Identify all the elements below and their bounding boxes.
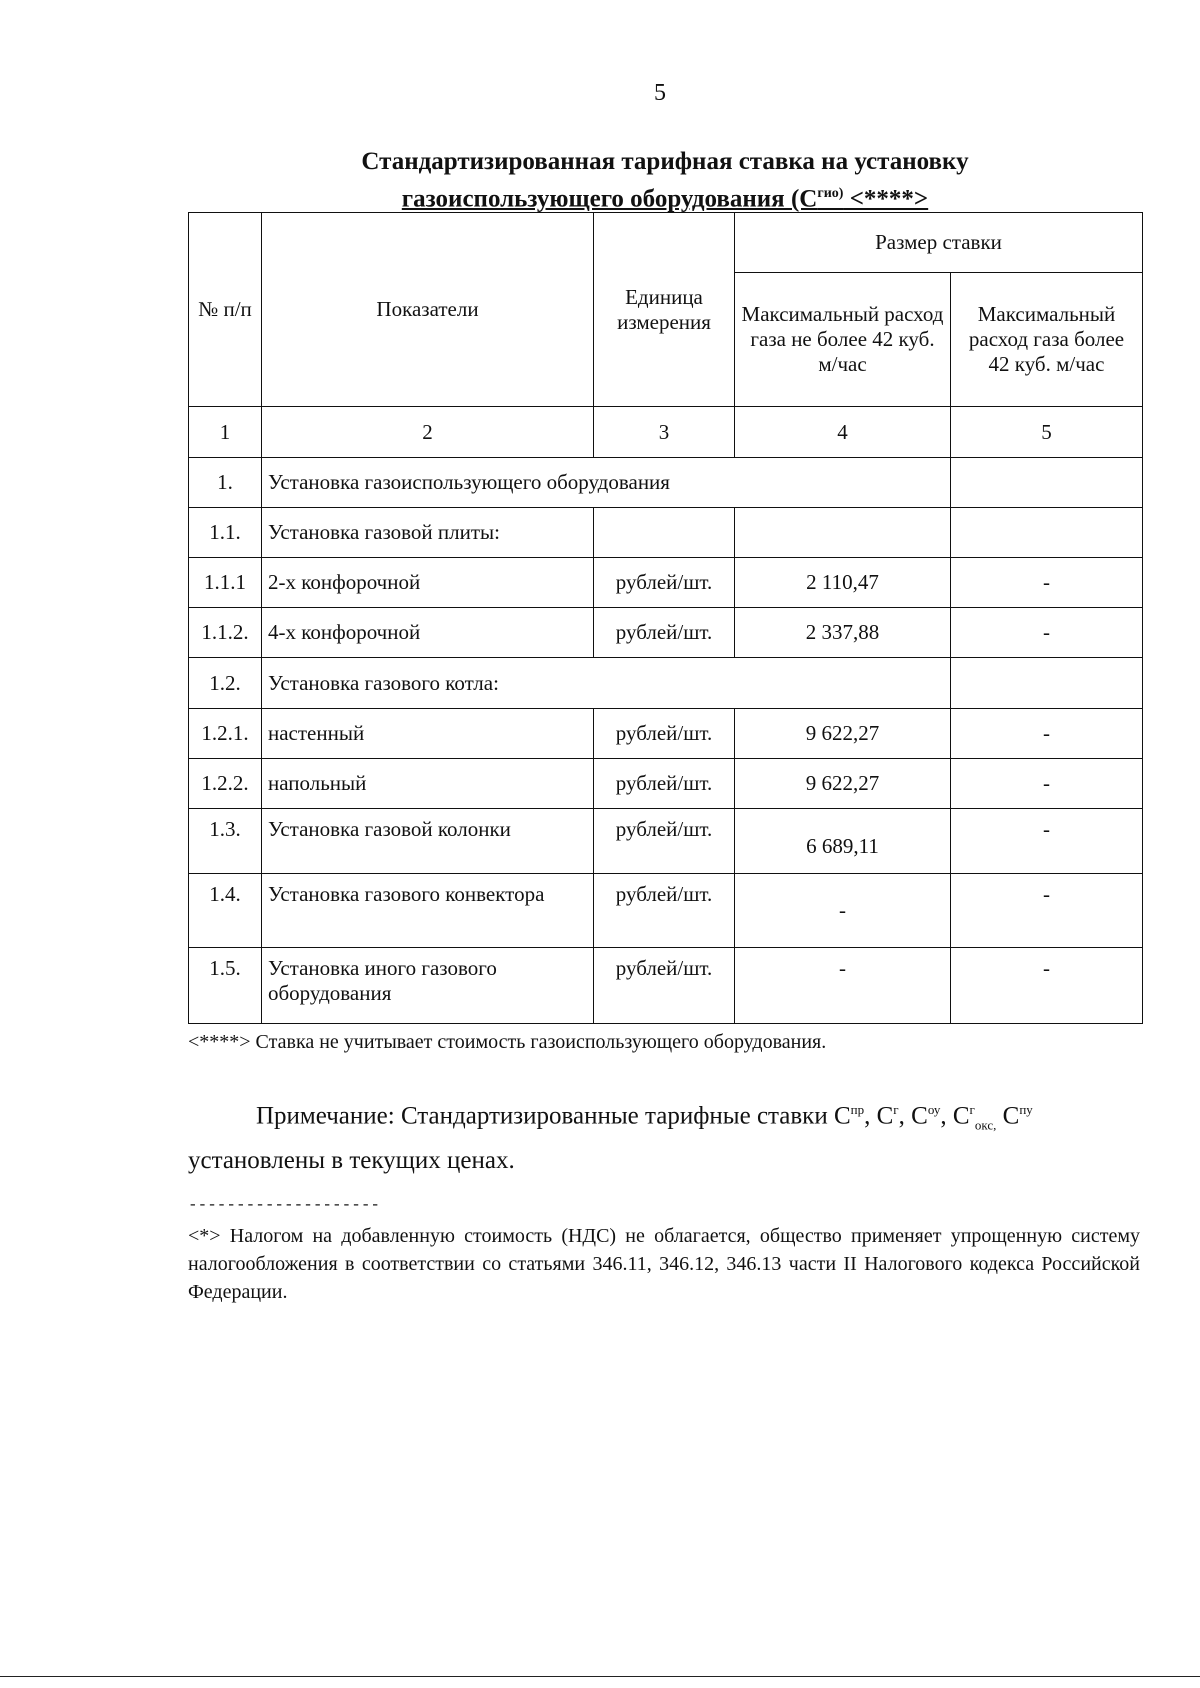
row-num: 1.2.2. <box>189 759 262 809</box>
row-name: Установка газового котла: <box>262 658 951 709</box>
note-sup: г <box>969 1102 975 1117</box>
row-v4: 9 622,27 <box>735 709 951 759</box>
header-unit: Единица измерения <box>594 213 735 407</box>
note-text: Примечание: Стандартизированные тарифные ставки С <box>256 1102 851 1130</box>
row-name: Установка иного газового оборудования <box>262 948 594 1024</box>
table-row <box>189 508 1143 558</box>
note-paragraph <box>188 1092 1138 1179</box>
note-text: С <box>996 1102 1020 1130</box>
row-unit <box>594 508 735 558</box>
title-line-2 <box>190 178 1140 215</box>
title-superscript: гио) <box>817 186 844 201</box>
row-num: 1. <box>189 458 262 508</box>
note-sup: пр <box>850 1102 865 1117</box>
table-row <box>189 709 1143 759</box>
table-footnote: <****> Ставка не учитывает стоимость газоиспользующего оборудования. <box>188 1031 827 1053</box>
row-v4: 2 110,47 <box>735 558 951 608</box>
header-col5: Максимальный расход газа более 42 куб. м/час <box>951 273 1143 407</box>
row-unit: рублей/шт. <box>594 558 735 608</box>
row-unit: рублей/шт. <box>594 608 735 658</box>
row-name: 2-х конфорочной <box>262 558 594 608</box>
row-v5: - <box>951 558 1143 608</box>
row-num: 1.1.1 <box>189 558 262 608</box>
row-v5 <box>951 658 1143 709</box>
note-sup: пу <box>1019 1102 1033 1117</box>
title-line-1: Стандартизированная тарифная ставка на установку <box>361 148 969 175</box>
row-num: 1.4. <box>189 874 262 948</box>
row-name: настенный <box>262 709 594 759</box>
col-number: 4 <box>735 407 951 458</box>
row-v5 <box>951 458 1143 508</box>
title-line-2-suffix: <****> <box>843 185 929 213</box>
row-unit: рублей/шт. <box>594 948 735 1024</box>
row-v5: - <box>951 759 1143 809</box>
table-row <box>189 558 1143 608</box>
row-num: 1.1. <box>189 508 262 558</box>
page-number: 5 <box>654 80 666 106</box>
row-name: напольный <box>262 759 594 809</box>
row-v5: - <box>951 948 1143 1024</box>
row-num: 1.5. <box>189 948 262 1024</box>
row-unit: рублей/шт. <box>594 809 735 874</box>
note-text: , С <box>898 1102 928 1130</box>
row-num: 1.1.2. <box>189 608 262 658</box>
note-text: , С <box>864 1102 894 1130</box>
row-unit: рублей/шт. <box>594 709 735 759</box>
table-body <box>189 458 1143 1024</box>
table-row <box>189 809 1143 874</box>
row-unit: рублей/шт. <box>594 759 735 809</box>
row-v5: - <box>951 809 1143 874</box>
table-row <box>189 948 1143 1024</box>
page-title <box>190 146 1140 215</box>
col-number: 1 <box>189 407 262 458</box>
row-v4: 9 622,27 <box>735 759 951 809</box>
row-name: Установка газового конвектора <box>262 874 594 948</box>
col-number: 5 <box>951 407 1143 458</box>
table-row <box>189 608 1143 658</box>
tariff-table <box>188 212 1143 1024</box>
header-num: № п/п <box>189 213 262 407</box>
row-num: 1.2. <box>189 658 262 709</box>
row-v5 <box>951 508 1143 558</box>
row-v4: - <box>735 874 951 948</box>
row-unit: рублей/шт. <box>594 874 735 948</box>
row-name: Установка газоиспользующего оборудования <box>262 458 951 508</box>
note-text: , С <box>940 1102 970 1130</box>
row-v5: - <box>951 608 1143 658</box>
footnote-divider: -------------------- <box>188 1196 381 1214</box>
row-num: 1.3. <box>189 809 262 874</box>
note-sub: окс, <box>974 1117 997 1133</box>
note-text: установлены в текущих ценах. <box>188 1147 515 1175</box>
row-v5: - <box>951 709 1143 759</box>
footnote: <*> Налогом на добавленную стоимость (НДС) не облагается, общество применяет упрощенную систему налогообложения в соответствии со статьями 346.11, 346.12, 346.13 части II Налогового кодекса Российской Федерации. <box>188 1225 1140 1303</box>
table-row <box>189 458 1143 508</box>
row-num: 1.2.1. <box>189 709 262 759</box>
note-sup: оу <box>927 1102 941 1117</box>
row-name: 4-х конфорочной <box>262 608 594 658</box>
row-v4: 2 337,88 <box>735 608 951 658</box>
table-row <box>189 874 1143 948</box>
scan-edge-line <box>0 1676 1200 1677</box>
row-v5: - <box>951 874 1143 948</box>
header-indicators: Показатели <box>262 213 594 407</box>
col-number: 2 <box>262 407 594 458</box>
row-v4 <box>735 508 951 558</box>
row-v4: - <box>735 948 951 1024</box>
table-header <box>189 213 1143 458</box>
row-v4: 6 689,11 <box>735 809 951 874</box>
row-name: Установка газовой колонки <box>262 809 594 874</box>
note-sup: г <box>893 1102 899 1117</box>
title-line-2-prefix: газоиспользующего оборудования (С <box>401 185 818 213</box>
header-col4: Максимальный расход газа не более 42 куб. м/час <box>735 273 951 407</box>
header-rate-size: Размер ставки <box>735 213 1143 273</box>
table-row <box>189 759 1143 809</box>
col-number: 3 <box>594 407 735 458</box>
row-name: Установка газовой плиты: <box>262 508 594 558</box>
table-row <box>189 658 1143 709</box>
